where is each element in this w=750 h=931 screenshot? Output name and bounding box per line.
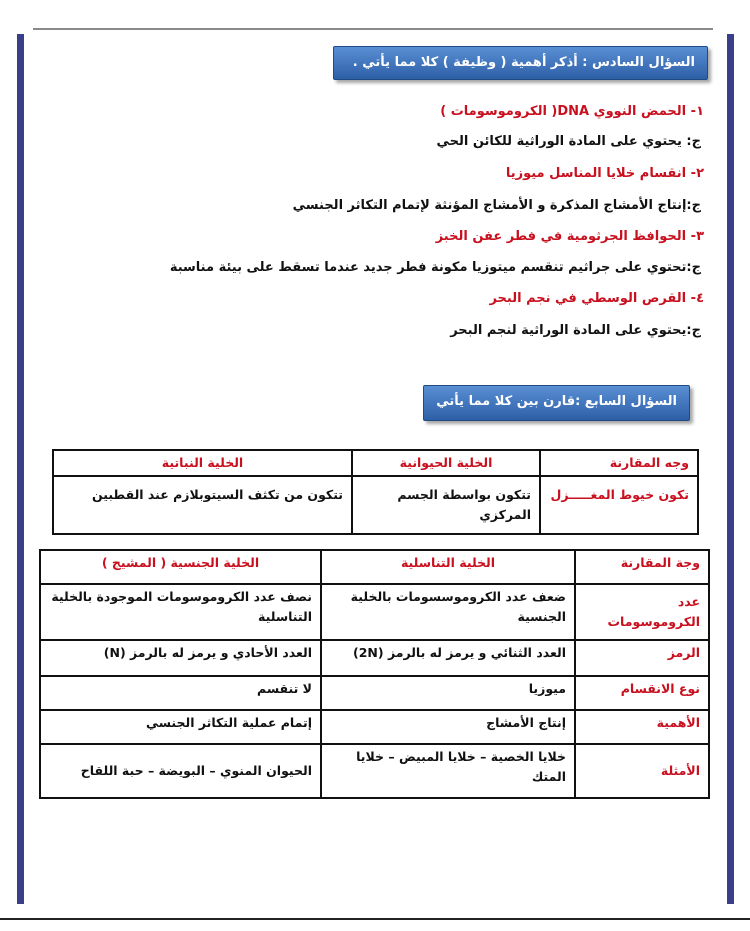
- table-cell: الحيوان المنوي – البويضة – حبة اللقاح: [40, 744, 321, 798]
- q6-item-1-question: [440, 104, 704, 119]
- bottom-rule: [0, 918, 750, 920]
- table-row: [40, 584, 709, 640]
- table-header-cell: وجه المقارنة: [540, 450, 698, 476]
- q6-item-4-answer: ج:يحتوي على المادة الوراثية لنجم البحر: [450, 323, 701, 338]
- q6-item-1-answer: ج: يحتوي على المادة الوراثية للكائن الحي: [436, 134, 701, 149]
- table-header-row: [40, 550, 709, 584]
- table-header-cell: الخلية النباتية: [53, 450, 352, 476]
- q6-item-2-text: انقسام خلايا المناسل ميوزيا: [505, 166, 687, 181]
- q6-item-2-answer: ج:إنتاج الأمشاج المذكرة و الأمشاج المؤنثة لإتمام التكاثر الجنسي: [292, 198, 701, 213]
- table-cell: إنتاج الأمشاج: [321, 710, 575, 744]
- q6-item-4-question: [489, 291, 704, 306]
- table-header-cell: الخلية التناسلية: [321, 550, 575, 584]
- q6-item-3-number: ٣-: [690, 229, 704, 244]
- comparison-table-body-sex-cells: [39, 549, 710, 799]
- q6-item-1-text: الحمض النووي DNA( الكروموسومات ): [440, 104, 687, 119]
- q6-item-3-question: [436, 229, 704, 244]
- table-cell-label: تكون خيوط المغـــــزل: [540, 476, 698, 534]
- table-cell: تتكون من تكثف السيتوبلازم عند القطبين: [53, 476, 352, 534]
- question-7-heading: السؤال السابع :قارن بين كلا مما يأتي: [423, 385, 690, 421]
- table-cell: تتكون بواسطة الجسم المركزي: [352, 476, 540, 534]
- q6-item-1-number: ١-: [690, 104, 704, 119]
- table-header-cell: وجة المقارنة: [575, 550, 709, 584]
- table-cell: ضعف عدد الكروموسسومات بالخلية الجنسية: [321, 584, 575, 640]
- q6-item-4-text: القرص الوسطي في نجم البحر: [489, 291, 687, 306]
- table-cell-label: عدد الكروموسومات: [575, 584, 709, 640]
- table-cell-label: الأمثلة: [575, 744, 709, 798]
- q6-item-2-question: [506, 166, 704, 181]
- table-header-cell: الخلية الجنسية ( المشيج ): [40, 550, 321, 584]
- q6-item-3-answer: ج:تحتوي على جراثيم تنقسم ميتوزيا مكونة فطر جديد عندما تسقط على بيئة مناسبة: [169, 260, 701, 275]
- table-row: [40, 710, 709, 744]
- table-cell: العدد الأحادي و يرمز له بالرمز (N): [40, 640, 321, 676]
- table-cell-label: الرمز: [575, 640, 709, 676]
- table-header-cell: الخلية الحيوانية: [352, 450, 540, 476]
- top-rule: [33, 28, 713, 30]
- q6-item-3-text: الحوافظ الجرثومية في فطر عفن الخبز: [435, 229, 687, 244]
- table-cell-label: نوع الانقسام: [575, 676, 709, 710]
- page-right-border: [727, 34, 734, 904]
- table-row: [53, 476, 698, 534]
- table-cell: لا تنقسم: [40, 676, 321, 710]
- table-cell: نصف عدد الكروموسومات الموجودة بالخلية التناسلية: [40, 584, 321, 640]
- q6-item-2-number: ٢-: [690, 166, 704, 181]
- table-row: [40, 676, 709, 710]
- table-cell: العدد الثنائي و يرمز له بالرمز (2N): [321, 640, 575, 676]
- question-6-heading: السؤال السادس : أذكر أهمية ( وظيفة ) كلا مما يأتي .: [333, 46, 708, 80]
- table-row: [40, 744, 709, 798]
- table-cell-label: الأهمية: [575, 710, 709, 744]
- table-cell: خلايا الخصية – خلايا المبيض – خلايا المتك: [321, 744, 575, 798]
- q6-item-4-number: ٤-: [690, 291, 704, 306]
- table-row: [40, 640, 709, 676]
- table-header-row: [53, 450, 698, 476]
- table-cell: ميوزيا: [321, 676, 575, 710]
- table-cell: إتمام عملية التكاثر الجنسي: [40, 710, 321, 744]
- comparison-table-animal-plant: [52, 449, 699, 535]
- page-left-border: [17, 34, 24, 904]
